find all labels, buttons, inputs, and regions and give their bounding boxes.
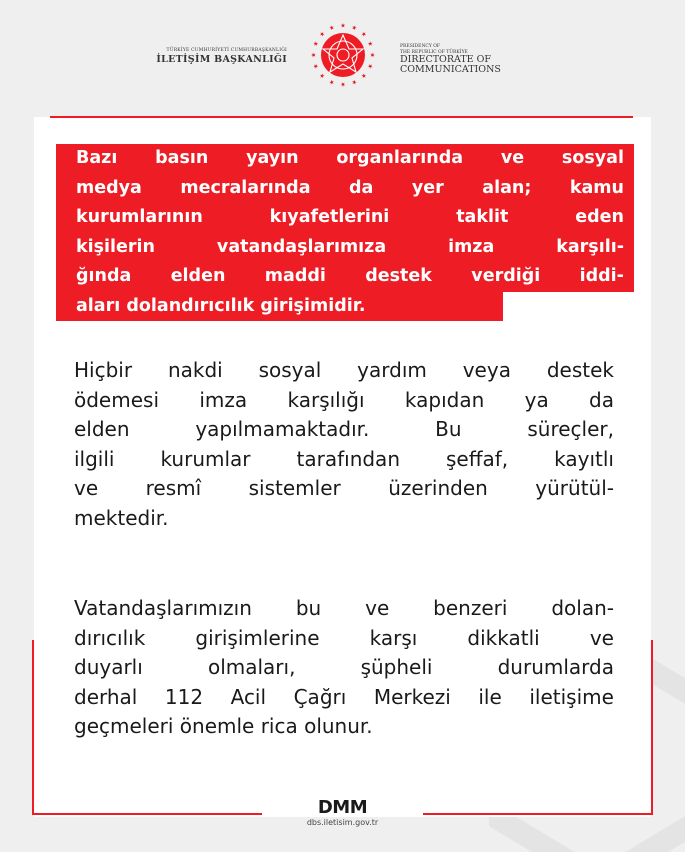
highlight-line: [56, 203, 634, 233]
paragraph-1-word: sosyal: [258, 358, 322, 382]
highlight-word: Bazı: [76, 148, 118, 168]
paragraph-1-word: destek: [546, 358, 614, 382]
seal-star-icon: [314, 64, 319, 68]
seal-star-icon: [368, 41, 373, 45]
seal-star-icon: [352, 80, 356, 85]
paragraph-1-word: ve: [74, 476, 99, 500]
paragraph-1: [74, 356, 614, 533]
logo-left-text: [156, 48, 287, 65]
paragraph-1-word: mektedir.: [74, 505, 169, 530]
seal-star-icon: [361, 73, 366, 78]
highlight-line: [56, 262, 634, 292]
header: [0, 18, 685, 92]
paragraph-1-word: resmî: [145, 476, 202, 500]
paragraph-1-word: şeffaf,: [445, 446, 509, 471]
seal-star-icon: [311, 53, 315, 58]
seal-star-icon: [320, 73, 325, 78]
highlight-word: yer: [411, 177, 444, 198]
logo-right-small-2: THE REPUBLIC OF TÜRKİYE: [400, 49, 468, 55]
paragraph-1-word: elden: [74, 417, 130, 441]
paragraph-1-line: [74, 356, 614, 386]
paragraph-2-word: ve: [365, 596, 390, 620]
paragraph-2-line: [74, 624, 614, 654]
paragraph-1-word: kayıtlı: [554, 446, 614, 471]
seal-star-icon: [368, 64, 373, 68]
paragraph-2-word: karşı: [369, 625, 418, 650]
footer-brand-logo: DMM: [317, 797, 368, 818]
paragraph-1-word: üzerinden: [388, 476, 488, 500]
highlight-word: destek: [365, 266, 432, 286]
paragraph-1-word: ilgili: [74, 446, 115, 471]
highlight-word: karşılı-: [556, 236, 624, 257]
paragraph-2-word: ve: [589, 625, 614, 650]
paragraph-2-word: ile: [478, 684, 502, 709]
paragraph-1-line: [74, 386, 614, 416]
seal-star-icon: [371, 53, 375, 58]
paragraph-1-word: kurumlar: [160, 446, 251, 471]
highlight-word: elden: [170, 266, 226, 286]
paragraph-1-word: nakdi: [167, 358, 223, 382]
paragraph-2-word: dikkatli: [467, 625, 540, 650]
highlight-word: kamu: [569, 177, 624, 198]
paragraph-2-word: şüpheli: [360, 655, 433, 679]
paragraph-1-word: kapıdan: [404, 387, 485, 412]
seal-star-icon: [341, 23, 346, 27]
paragraph-2-line: [74, 653, 614, 683]
highlight-word: maddi: [264, 266, 326, 286]
highlight-word: verdiği: [471, 266, 541, 286]
highlight-word: aları dolandırıcılık girişimidir.: [76, 295, 366, 316]
paragraph-2-word: Çağrı: [293, 684, 347, 709]
highlight-word: iddi-: [579, 266, 624, 286]
logo-right-big-1: DIRECTORATE OF: [400, 54, 492, 65]
paragraph-2-line: [74, 712, 614, 742]
paragraph-1-line: [74, 445, 614, 475]
logo-left-small: TÜRKİYE CUMHURİYETİ CUMHURBAŞKANLIĞI: [166, 48, 287, 53]
highlight-word: kurumlarının: [76, 207, 203, 227]
highlight-line: [56, 233, 634, 263]
seal-star-icon: [341, 83, 346, 87]
paragraph-2-word: dolan-: [551, 596, 614, 620]
paragraph-1-word: da: [589, 387, 614, 412]
paragraph-2-word: 112: [164, 684, 204, 709]
highlight-word: vatandaşlarımıza: [216, 236, 387, 257]
highlight-word: eden: [575, 207, 624, 227]
highlight-word: organlarında: [336, 148, 464, 168]
highlighted-statement: [56, 144, 634, 321]
highlight-word: imza: [448, 236, 495, 257]
paragraph-1-word: karşılığı: [287, 387, 365, 412]
seal-star-icon: [320, 32, 325, 37]
paragraph-2-word: olmaları,: [207, 655, 296, 679]
highlight-word: ğında: [76, 266, 132, 286]
paragraph-2-word: benzeri: [433, 596, 508, 620]
highlight-word: kıyafetlerini: [269, 207, 390, 227]
paragraph-2-word: geçmeleri önemle rica olunur.: [74, 714, 373, 738]
paragraph-1-word: veya: [462, 358, 511, 382]
highlight-word: sosyal: [561, 148, 624, 168]
logo-right-text: [400, 44, 501, 74]
highlight-word: medya: [76, 177, 142, 198]
seal-star-icon: [352, 26, 356, 31]
footer: [0, 798, 685, 828]
highlight-word: yayın: [246, 148, 299, 168]
paragraph-1-line: [74, 474, 614, 504]
highlight-word: kişilerin: [76, 236, 156, 257]
paragraph-2-word: Merkezi: [373, 684, 451, 709]
seal-star-icon: [329, 26, 333, 31]
seal-star-icon: [314, 41, 319, 45]
highlight-word: mecralarında: [180, 177, 311, 198]
seal-star-icon: [361, 32, 366, 37]
highlight-word: da: [349, 177, 374, 198]
highlight-line: [56, 292, 503, 322]
highlight-line: [56, 144, 634, 174]
paragraph-1-word: yardım: [357, 358, 427, 382]
paragraph-2-word: Acil: [230, 684, 267, 709]
highlight-line: [56, 174, 634, 204]
paragraph-2: [74, 594, 614, 742]
paragraph-2-word: duyarlı: [74, 655, 143, 679]
paragraph-1-word: ödemesi: [74, 387, 159, 412]
paragraph-1-word: imza: [199, 387, 248, 412]
paragraph-1-word: Bu: [435, 417, 462, 441]
paragraph-2-word: bu: [295, 596, 322, 620]
paragraph-2-word: iletişime: [529, 684, 614, 709]
paragraph-2-line: [74, 683, 614, 713]
paragraph-2-word: derhal: [74, 684, 138, 709]
highlight-word: taklit: [456, 207, 509, 227]
logo-left-big: İLETİŞİM BAŞKANLIĞI: [156, 54, 287, 65]
logo-right-small-1: PRESIDENCY OF: [400, 44, 441, 49]
frame-top-line: [50, 116, 633, 118]
frame-left-line: [32, 640, 34, 815]
paragraph-2-word: dırıcılık: [74, 625, 146, 650]
paragraph-2-word: Vatandaşlarımızın: [74, 596, 252, 620]
paragraph-1-word: sistemler: [248, 476, 341, 500]
highlight-word: basın: [155, 148, 209, 168]
paragraph-2-line: [74, 594, 614, 624]
paragraph-1-line: [74, 504, 614, 534]
seal-star-icon: [329, 80, 333, 85]
paragraph-1-line: [74, 415, 614, 445]
paragraph-1-word: Hiçbir: [74, 358, 133, 382]
paragraph-1-word: yapılmamaktadır.: [195, 417, 370, 441]
paragraph-1-word: ya: [524, 387, 549, 412]
paragraph-1-word: süreçler,: [527, 417, 614, 441]
footer-url: dbs.iletisim.gov.tr: [306, 818, 379, 827]
paragraph-1-word: yürütül-: [535, 476, 614, 500]
paragraph-2-word: girişimlerine: [195, 625, 320, 650]
frame-right-line: [651, 640, 653, 815]
presidential-seal-icon: [310, 22, 376, 88]
logo-right-big-2: COMMUNICATIONS: [400, 63, 501, 75]
paragraph-2-word: durumlarda: [497, 655, 614, 679]
paragraph-1-word: tarafından: [296, 446, 400, 471]
highlight-word: alan;: [482, 177, 532, 198]
highlight-word: ve: [500, 148, 525, 168]
